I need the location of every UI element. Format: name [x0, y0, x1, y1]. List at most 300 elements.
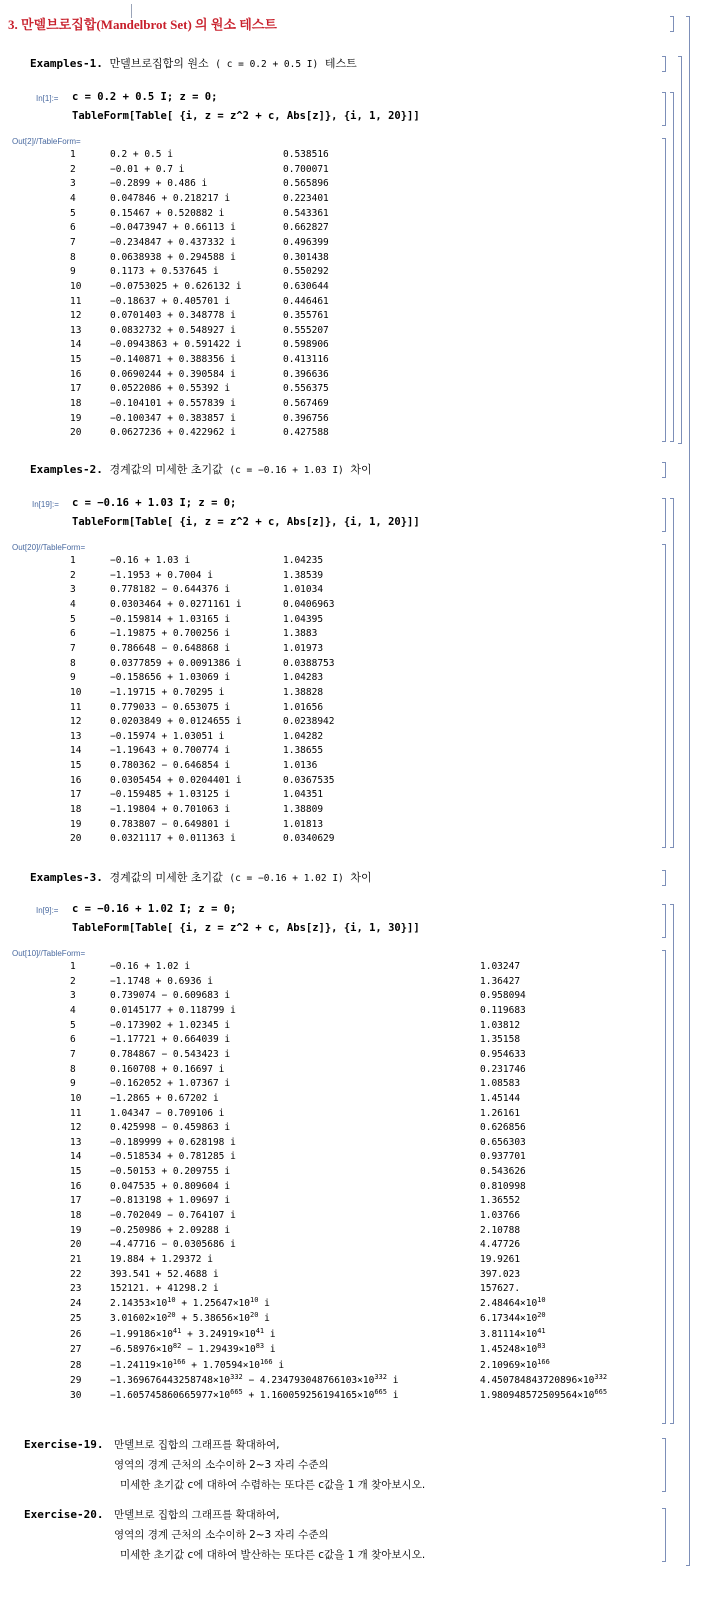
table-cell-z: −1.19804 + 0.701063 i [110, 804, 231, 816]
table-cell-index: 26 [70, 1328, 82, 1340]
table-cell-z: 0.0522086 + 0.55392 i [110, 383, 231, 395]
table-cell-abs: 1.03247 [480, 961, 521, 972]
table-cell-z: −0.50153 + 0.209755 i [110, 1166, 231, 1178]
table-cell-abs: 0.446461 [283, 295, 329, 307]
table-cell-index: 17 [70, 1195, 82, 1207]
table-cell-z: −0.173902 + 1.02345 i [110, 1019, 231, 1031]
table-cell-z: 0.0690244 + 0.390584 i [110, 368, 236, 380]
table-cell-abs: 1.35158 [480, 1034, 521, 1046]
table-row [0, 831, 660, 847]
table-cell-abs: 0.0238942 [283, 716, 335, 728]
cell-bracket[interactable] [662, 904, 666, 938]
table-row [0, 206, 660, 222]
table-cell-z: −0.0943863 + 0.591422 i [110, 339, 242, 351]
table-cell-z: 152121. + 41298.2 i [110, 1283, 219, 1295]
table-row [0, 1208, 660, 1224]
table-cell-abs: 1.04395 [283, 613, 324, 625]
table-row [0, 1267, 660, 1283]
table-row [0, 1032, 660, 1048]
table-cell-z: −0.189999 + 0.628198 i [110, 1136, 236, 1148]
table-cell-abs: 0.301438 [283, 251, 329, 263]
table-cell-index: 9 [70, 1078, 76, 1090]
table-cell-z: 0.0305454 + 0.0204401 i [110, 774, 242, 786]
table-cell-z: $-1.99186\times 10^{41} + 3.24919\times 10^{41}$ i [110, 1326, 276, 1340]
table-row [0, 396, 660, 412]
table-row [0, 352, 660, 368]
output-label-1: Out[2]//TableForm= [12, 137, 81, 146]
table-cell-index: 2 [70, 975, 76, 987]
table-row [0, 1120, 660, 1136]
table-cell-abs: $4.450784843720896\times 10^{332}$ [480, 1372, 608, 1386]
table-cell-abs: 0.119683 [480, 1004, 526, 1016]
table-cell-abs: $2.10969\times 10^{166}$ [480, 1357, 550, 1371]
table-cell-index: 3 [70, 584, 76, 596]
table-row [0, 582, 660, 598]
table-cell-z: −0.0753025 + 0.626132 i [110, 280, 242, 292]
cell-bracket[interactable] [662, 950, 666, 1424]
table-cell-z: $-1.605745860665977\times 10^{665} + 1.160059256194165\times 10^{665}$ i [110, 1388, 399, 1402]
table-cell-index: 20 [70, 833, 82, 845]
table-cell-abs: 0.0367535 [283, 774, 335, 786]
table-row [0, 294, 660, 310]
example-2-heading: Examples-2. 경계값의 미세한 초기값 (c = −0.16 + 1.03 I) 차이 [30, 463, 372, 476]
table-cell-index: 4 [70, 598, 76, 610]
table-cell-abs: 0.550292 [283, 266, 329, 278]
table-row [0, 656, 660, 672]
table-cell-index: 10 [70, 280, 82, 292]
table-row [0, 670, 660, 686]
table-cell-z: −1.2865 + 0.67202 i [110, 1092, 219, 1104]
table-row [0, 279, 660, 295]
cell-group-bracket[interactable] [670, 498, 674, 848]
table-cell-abs: 4.47726 [480, 1239, 521, 1251]
example-1-heading: Examples-1. 만델브로집합의 원소 ( c = 0.2 + 0.5 I) 테스트 [30, 57, 357, 70]
table-cell-z: −0.100347 + 0.383857 i [110, 412, 236, 424]
table-cell-index: 20 [70, 1239, 82, 1251]
cell-bracket[interactable] [662, 92, 666, 126]
table-row [0, 1003, 660, 1019]
table-cell-z: 0.780362 − 0.646854 i [110, 760, 231, 772]
table-cell-index: 6 [70, 222, 76, 234]
table-cell-abs: 0.543626 [480, 1166, 526, 1178]
table-cell-index: 1 [70, 961, 76, 972]
table-row [0, 176, 660, 192]
table-cell-abs: 0.958094 [480, 990, 526, 1002]
table-cell-index: 2 [70, 163, 76, 175]
table-cell-abs: 0.954633 [480, 1048, 526, 1060]
cell-bracket[interactable] [662, 56, 666, 72]
table-row [0, 1223, 660, 1239]
table-cell-abs: 1.04235 [283, 555, 324, 566]
table-cell-abs: 1.04351 [283, 789, 324, 801]
table-cell-abs: 0.555207 [283, 324, 329, 336]
table-row [0, 1342, 660, 1358]
table-cell-abs: 1.36427 [480, 975, 521, 987]
table-cell-index: 18 [70, 804, 82, 816]
table-row [0, 1311, 660, 1327]
input-code-2-line1[interactable]: c = −0.16 + 1.03 I; z = 0; [72, 497, 237, 509]
table-row [0, 1237, 660, 1253]
table-cell-index: 16 [70, 368, 82, 380]
table-row [0, 1327, 660, 1343]
exercise-20-line-1: 만델브로 집합의 그래프를 확대하여, [114, 1509, 280, 1521]
table-row [0, 1164, 660, 1180]
table-cell-abs: 0.565896 [283, 178, 329, 190]
table-row [0, 337, 660, 353]
exercise-20-line-3: 미세한 초기값 c에 대하여 발산하는 또다른 c값을 1 개 찾아보시오. [120, 1549, 426, 1561]
table-row [0, 773, 660, 789]
table-cell-z: 0.1173 + 0.537645 i [110, 266, 219, 278]
table-cell-abs: 397.023 [480, 1268, 521, 1280]
table-cell-index: 23 [70, 1283, 82, 1295]
table-row [0, 612, 660, 628]
table-cell-abs: 1.01973 [283, 642, 324, 654]
table-row [0, 1296, 660, 1312]
table-cell-z: $3.01602\times 10^{20} + 5.38656\times 10^{20}$ i [110, 1311, 270, 1325]
exercise-20-line-2: 영역의 경계 근처의 소수이하 2~3 자리 수준의 [114, 1529, 329, 1541]
table-row [0, 597, 660, 613]
table-cell-index: 1 [70, 149, 76, 160]
table-cell-index: 13 [70, 1136, 82, 1148]
cell-bracket[interactable] [662, 498, 666, 532]
table-cell-abs: 0.538516 [283, 149, 329, 160]
table-row [0, 1388, 660, 1404]
table-cell-z: −1.19715 + 0.70295 i [110, 686, 225, 698]
table-row [0, 323, 660, 339]
table-cell-abs: 1.0136 [283, 760, 318, 772]
table-cell-abs: 0.567469 [283, 398, 329, 410]
table-row [0, 802, 660, 818]
table-row [0, 817, 660, 833]
table-cell-z: −1.19643 + 0.700774 i [110, 745, 231, 757]
table-cell-abs: 1.26161 [480, 1107, 521, 1119]
table-row [0, 1358, 660, 1374]
table-cell-z: −4.47716 − 0.0305686 i [110, 1239, 236, 1251]
table-row [0, 1135, 660, 1151]
table-cell-z: −0.159485 + 1.03125 i [110, 789, 231, 801]
cell-group-bracket[interactable] [670, 92, 674, 442]
table-cell-abs: 1.45144 [480, 1092, 521, 1104]
table-cell-index: 7 [70, 642, 76, 654]
table-cell-index: 19 [70, 412, 82, 424]
input-code-2-line2[interactable]: TableForm[Table[ {i, z = z^2 + c, Abs[z]}, {i, 1, 20}]] [72, 516, 420, 528]
table-cell-z: 19.884 + 1.29372 i [110, 1254, 213, 1265]
table-cell-index: 6 [70, 1034, 76, 1046]
table-cell-z: 0.779033 − 0.653075 i [110, 701, 231, 713]
table-row [0, 308, 660, 324]
section-bracket[interactable] [686, 16, 690, 1566]
table-row [0, 787, 660, 803]
table-row [0, 568, 660, 584]
table-cell-index: 18 [70, 1210, 82, 1222]
table-cell-index: 30 [70, 1390, 82, 1402]
table-row [0, 626, 660, 642]
example-3-heading: Examples-3. 경계값의 미세한 초기값 (c = −0.16 + 1.02 I) 차이 [30, 871, 372, 884]
table-cell-abs: $1.980948572509564\times 10^{665}$ [480, 1388, 608, 1402]
table-cell-index: 12 [70, 310, 82, 322]
exercise-20-label: Exercise-20. [24, 1508, 104, 1521]
table-cell-z: 0.786648 − 0.648868 i [110, 642, 231, 654]
table-cell-abs: 1.01813 [283, 818, 324, 830]
table-cell-index: 19 [70, 1224, 82, 1236]
table-row [0, 235, 660, 251]
table-cell-z: −0.159814 + 1.03165 i [110, 613, 231, 625]
exercise-19-label: Exercise-19. [24, 1438, 104, 1451]
table-cell-z: −0.15974 + 1.03051 i [110, 730, 225, 742]
table-cell-index: 18 [70, 398, 82, 410]
page-title: 3. 만델브로집합(Mandelbrot Set) 의 원소 테스트 [8, 17, 277, 32]
table-cell-index: 5 [70, 1019, 76, 1031]
table-cell-abs: 1.3883 [283, 628, 318, 640]
cell-bracket[interactable] [662, 138, 666, 442]
table-cell-z: 0.047535 + 0.809604 i [110, 1180, 231, 1192]
table-cell-z: 0.739074 − 0.609683 i [110, 990, 231, 1002]
table-cell-z: −0.01 + 0.7 i [110, 163, 185, 175]
table-cell-z: −1.17721 + 0.664039 i [110, 1034, 231, 1046]
table-cell-index: 25 [70, 1313, 82, 1325]
table-cell-index: 5 [70, 613, 76, 625]
table-cell-index: 20 [70, 427, 82, 439]
table-row [0, 425, 660, 441]
table-cell-index: 17 [70, 789, 82, 801]
table-row [0, 758, 660, 774]
table-cell-index: 11 [70, 1107, 82, 1119]
table-cell-abs: 0.496399 [283, 236, 329, 248]
table-cell-index: 15 [70, 354, 82, 366]
table-cell-z: −0.234847 + 0.437332 i [110, 236, 236, 248]
table-cell-abs: $6.17344\times 10^{20}$ [480, 1311, 546, 1325]
input-code-3-line2[interactable]: TableForm[Table[ {i, z = z^2 + c, Abs[z]}, {i, 1, 30}]] [72, 922, 420, 934]
table-cell-z: 0.425998 − 0.459863 i [110, 1122, 231, 1134]
table-row [0, 1062, 660, 1078]
table-cell-index: 21 [70, 1254, 82, 1265]
table-cell-abs: 0.427588 [283, 427, 329, 439]
table-row [0, 191, 660, 207]
table-cell-index: 14 [70, 745, 82, 757]
table-cell-z: −0.140871 + 0.388356 i [110, 354, 236, 366]
output-label-2: Out[20]//TableForm= [12, 543, 86, 552]
table-row [0, 1373, 660, 1389]
table-cell-z: 0.784867 − 0.543423 i [110, 1048, 231, 1060]
table-row [0, 553, 660, 569]
table-cell-index: 19 [70, 818, 82, 830]
table-row [0, 641, 660, 657]
table-cell-z: 0.160708 + 0.16697 i [110, 1063, 225, 1075]
table-row [0, 1281, 660, 1297]
table-row [0, 1179, 660, 1195]
table-cell-abs: 1.01656 [283, 701, 324, 713]
table-cell-abs: 1.04282 [283, 730, 324, 742]
table-row [0, 714, 660, 730]
table-cell-abs: $2.48464\times 10^{10}$ [480, 1295, 546, 1309]
table-cell-abs: $1.45248\times 10^{83}$ [480, 1342, 546, 1356]
table-row [0, 959, 660, 975]
table-cell-abs: 2.10788 [480, 1224, 521, 1236]
table-row [0, 1091, 660, 1107]
table-cell-z: −0.16 + 1.03 i [110, 555, 191, 566]
table-cell-z: 0.0321117 + 0.011363 i [110, 833, 236, 845]
exercise-19-line-1: 만델브로 집합의 그래프를 확대하여, [114, 1439, 280, 1451]
table-row [0, 367, 660, 383]
table-cell-abs: 0.0388753 [283, 657, 335, 669]
table-row [0, 411, 660, 427]
table-cell-z: 0.2 + 0.5 i [110, 149, 173, 160]
table-cell-abs: 0.231746 [480, 1063, 526, 1075]
table-row [0, 1018, 660, 1034]
table-cell-abs: 0.810998 [480, 1180, 526, 1192]
table-cell-z: $-1.369676443258748\times 10^{332} - 4.234793048766103\times 10^{332}$ i [110, 1372, 399, 1386]
table-cell-abs: 0.396756 [283, 412, 329, 424]
table-cell-z: −1.1748 + 0.6936 i [110, 975, 213, 987]
table-cell-index: 10 [70, 686, 82, 698]
table-row [0, 264, 660, 280]
table-cell-abs: 1.04283 [283, 672, 324, 684]
table-cell-abs: 0.355761 [283, 310, 329, 322]
table-row [0, 729, 660, 745]
input-code-1-line1[interactable]: c = 0.2 + 0.5 I; z = 0; [72, 91, 218, 103]
table-cell-abs: 0.598906 [283, 339, 329, 351]
table-cell-z: 0.15467 + 0.520882 i [110, 207, 225, 219]
table-cell-abs: 0.662827 [283, 222, 329, 234]
table-cell-index: 5 [70, 207, 76, 219]
table-cell-z: 0.0203849 + 0.0124655 i [110, 716, 242, 728]
table-cell-index: 1 [70, 555, 76, 566]
cell-bracket[interactable] [670, 16, 674, 32]
table-cell-z: $-6.58976\times 10^{82} - 1.29439\times 10^{83}$ i [110, 1342, 276, 1356]
table-cell-index: 14 [70, 339, 82, 351]
table-cell-z: 0.0377859 + 0.0091386 i [110, 657, 242, 669]
table-cell-z: −0.250986 + 2.09288 i [110, 1224, 231, 1236]
table-cell-index: 3 [70, 990, 76, 1002]
table-row [0, 162, 660, 178]
table-cell-abs: 0.700071 [283, 163, 329, 175]
table-cell-z: −0.158656 + 1.03069 i [110, 672, 231, 684]
table-cell-index: 29 [70, 1374, 82, 1386]
table-cell-abs: 1.38828 [283, 686, 324, 698]
table-cell-index: 27 [70, 1344, 82, 1356]
cell-bracket[interactable] [662, 544, 666, 848]
table-cell-index: 17 [70, 383, 82, 395]
table-cell-index: 8 [70, 251, 76, 263]
table-cell-abs: 0.937701 [480, 1151, 526, 1163]
table-cell-index: 11 [70, 295, 82, 307]
table-cell-index: 2 [70, 569, 76, 581]
input-label-1: In[1]:= [36, 94, 59, 103]
table-row [0, 700, 660, 716]
table-cell-abs: 1.36552 [480, 1195, 521, 1207]
table-cell-abs: 0.413116 [283, 354, 329, 366]
table-cell-index: 8 [70, 1063, 76, 1075]
table-cell-index: 4 [70, 192, 76, 204]
table-cell-abs: 0.0406963 [283, 598, 335, 610]
cell-bracket[interactable] [662, 462, 666, 478]
table-cell-z: 0.783807 − 0.649801 i [110, 818, 231, 830]
table-cell-index: 24 [70, 1297, 82, 1309]
table-cell-index: 11 [70, 701, 82, 713]
table-row [0, 743, 660, 759]
table-cell-z: $-1.24119\times 10^{166} + 1.70594\times 10^{166}$ i [110, 1357, 285, 1371]
table-cell-abs: 19.9261 [480, 1254, 521, 1265]
table-cell-z: −0.162052 + 1.07367 i [110, 1078, 231, 1090]
table-cell-index: 28 [70, 1359, 82, 1371]
input-code-3-line1[interactable]: c = −0.16 + 1.02 I; z = 0; [72, 903, 237, 915]
table-cell-abs: 0.543361 [283, 207, 329, 219]
table-cell-abs: 0.656303 [480, 1136, 526, 1148]
table-cell-index: 4 [70, 1004, 76, 1016]
table-row [0, 1047, 660, 1063]
input-code-1-line2[interactable]: TableForm[Table[ {i, z = z^2 + c, Abs[z]}, {i, 1, 20}]] [72, 110, 420, 122]
cell-bracket[interactable] [662, 870, 666, 886]
table-cell-z: 0.047846 + 0.218217 i [110, 192, 231, 204]
table-row [0, 1076, 660, 1092]
table-row [0, 1252, 660, 1268]
table-cell-abs: 1.38539 [283, 569, 324, 581]
table-cell-index: 9 [70, 266, 76, 278]
table-row [0, 988, 660, 1004]
table-cell-abs: 0.556375 [283, 383, 329, 395]
table-cell-abs: 1.38809 [283, 804, 324, 816]
table-row [0, 250, 660, 266]
table-cell-z: $2.14353\times 10^{10} + 1.25647\times 10^{10}$ i [110, 1295, 270, 1309]
exercise-19-line-3: 미세한 초기값 c에 대하여 수렴하는 또다른 c값을 1 개 찾아보시오. [120, 1479, 426, 1491]
table-cell-index: 16 [70, 774, 82, 786]
table-cell-abs: 0.0340629 [283, 833, 335, 845]
table-cell-index: 8 [70, 657, 76, 669]
exercise-19-line-2: 영역의 경계 근처의 소수이하 2~3 자리 수준의 [114, 1459, 329, 1471]
table-cell-index: 22 [70, 1268, 82, 1280]
input-label-3: In[9]:= [36, 906, 59, 915]
table-cell-index: 16 [70, 1180, 82, 1192]
table-cell-z: 1.04347 − 0.709106 i [110, 1107, 225, 1119]
table-cell-abs: 1.03812 [480, 1019, 521, 1031]
cell-group-bracket[interactable] [678, 56, 682, 444]
table-cell-index: 15 [70, 760, 82, 772]
table-cell-index: 14 [70, 1151, 82, 1163]
cell-bracket[interactable] [662, 1438, 666, 1492]
table-cell-abs: 1.03766 [480, 1210, 521, 1222]
table-cell-index: 15 [70, 1166, 82, 1178]
table-cell-index: 6 [70, 628, 76, 640]
table-cell-index: 3 [70, 178, 76, 190]
table-row [0, 220, 660, 236]
table-cell-z: −1.1953 + 0.7004 i [110, 569, 213, 581]
table-cell-index: 12 [70, 716, 82, 728]
table-cell-index: 7 [70, 236, 76, 248]
table-cell-z: 0.778182 − 0.644376 i [110, 584, 231, 596]
table-cell-z: 0.0627236 + 0.422962 i [110, 427, 236, 439]
table-cell-abs: 0.626856 [480, 1122, 526, 1134]
table-cell-z: −0.104101 + 0.557839 i [110, 398, 236, 410]
table-row [0, 974, 660, 990]
output-label-3: Out[10]//TableForm= [12, 949, 86, 958]
cell-group-bracket[interactable] [670, 904, 674, 1424]
table-cell-z: 0.0832732 + 0.548927 i [110, 324, 236, 336]
table-cell-index: 12 [70, 1122, 82, 1134]
table-cell-abs: 157627. [480, 1283, 521, 1295]
table-row [0, 685, 660, 701]
table-cell-z: −0.16 + 1.02 i [110, 961, 191, 972]
table-cell-z: −1.19875 + 0.700256 i [110, 628, 231, 640]
table-cell-index: 13 [70, 324, 82, 336]
table-cell-abs: 1.01034 [283, 584, 324, 596]
table-cell-abs: 0.396636 [283, 368, 329, 380]
table-row [0, 1106, 660, 1122]
cell-bracket[interactable] [662, 1508, 666, 1562]
table-cell-z: 0.0303464 + 0.0271161 i [110, 598, 242, 610]
table-cell-z: 0.0638938 + 0.294588 i [110, 251, 236, 263]
table-cell-abs: $3.81114\times 10^{41}$ [480, 1326, 546, 1340]
table-row [0, 147, 660, 163]
